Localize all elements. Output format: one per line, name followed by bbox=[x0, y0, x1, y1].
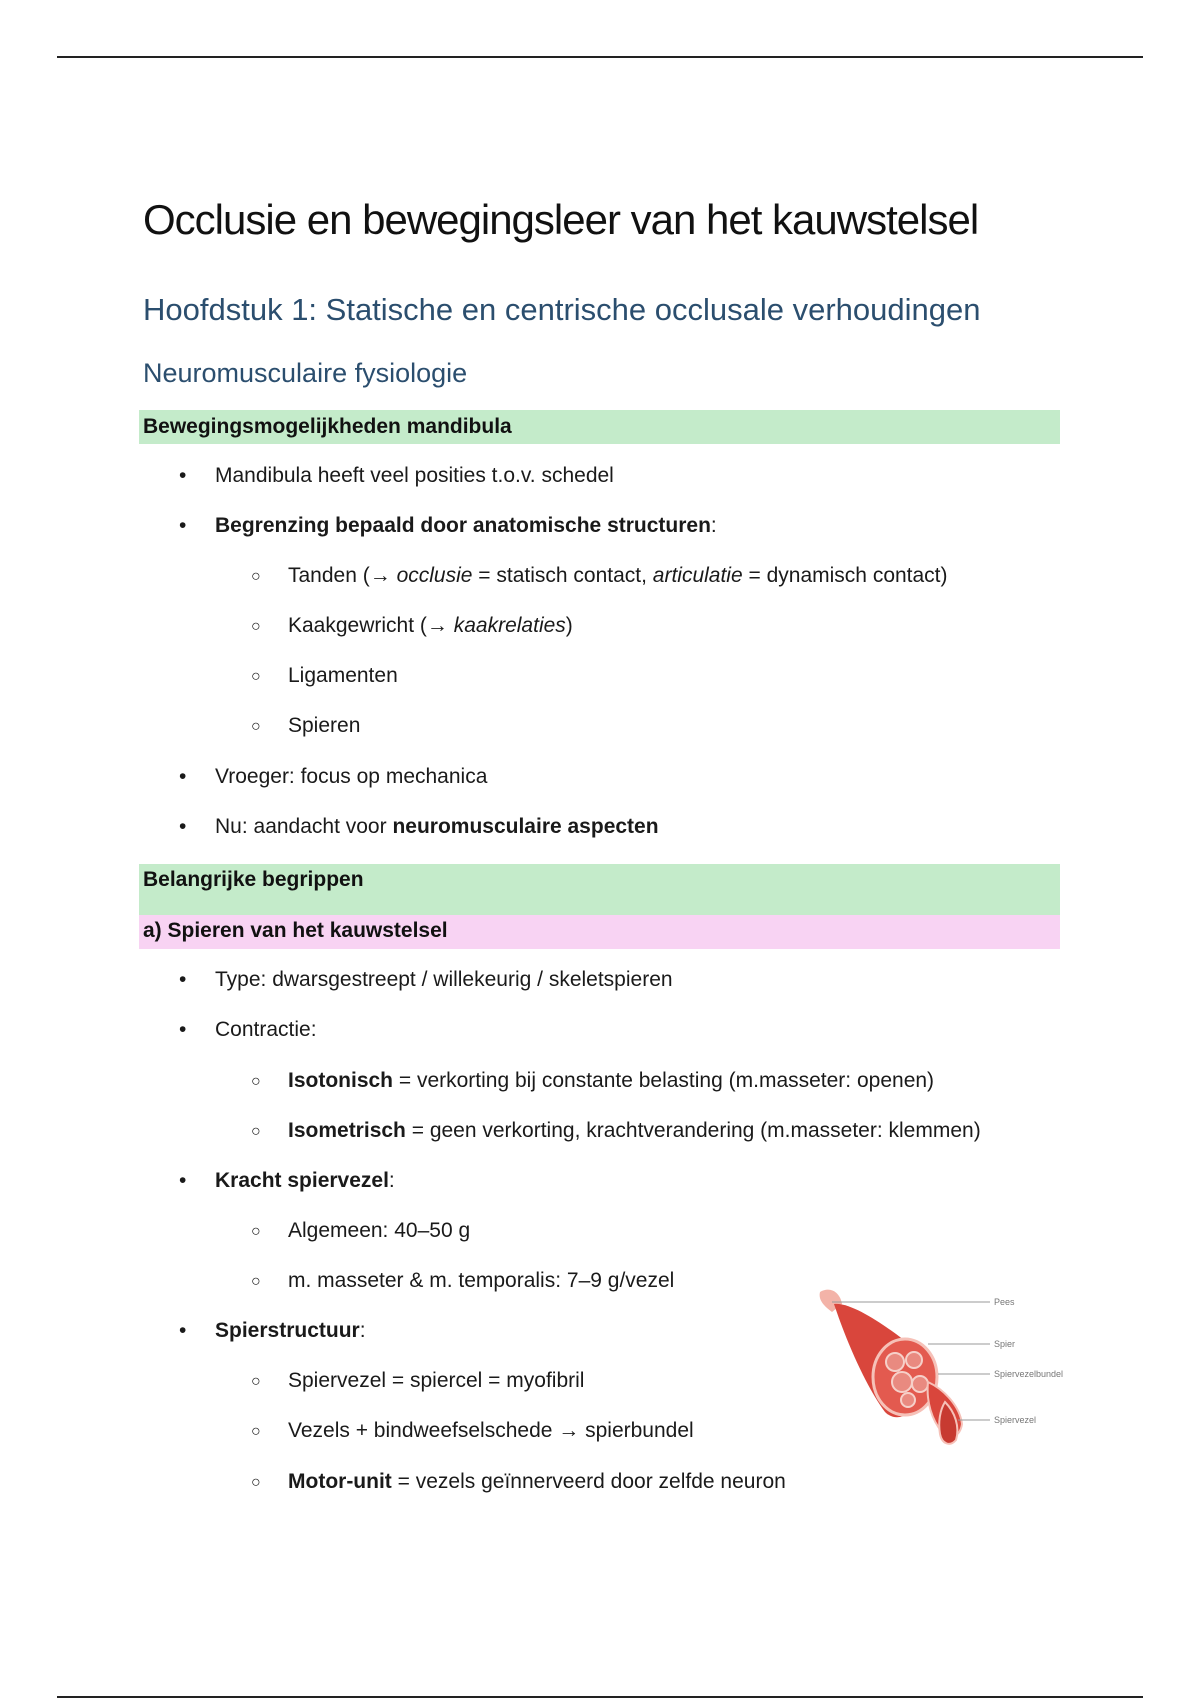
bold-term: neuromusculaire aspecten bbox=[392, 815, 659, 838]
list-item: Type: dwarsgestreept / willekeurig / skeletspieren bbox=[215, 968, 673, 991]
sub-list-item: Spieren bbox=[288, 714, 361, 737]
highlight-subheading-spieren: a) Spieren van het kauwstelsel bbox=[139, 915, 1060, 949]
highlight-heading-bewegingsmogelijkheden: Bewegingsmogelijkheden mandibula bbox=[139, 410, 1060, 444]
highlight-heading-begrippen: Belangrijke begrippen bbox=[139, 864, 1060, 915]
list-item: Nu: aandacht voor neuromusculaire aspecten bbox=[215, 815, 659, 838]
circle-bullet-icon: ○ bbox=[251, 1373, 261, 1390]
sub-list-item: Tanden (→ occlusie = statisch contact, articulatie = dynamisch contact) bbox=[288, 564, 948, 587]
document-title: Occlusie en bewegingsleer van het kauwstelsel bbox=[143, 196, 979, 243]
bullet-icon: • bbox=[179, 1319, 187, 1342]
muscle-structure-figure bbox=[810, 1282, 1110, 1462]
bold-term: Motor-unit bbox=[288, 1470, 392, 1493]
muscle-illustration bbox=[820, 1290, 990, 1444]
circle-bullet-icon: ○ bbox=[251, 1273, 261, 1290]
circle-bullet-icon: ○ bbox=[251, 1073, 261, 1090]
circle-bullet-icon: ○ bbox=[251, 618, 261, 635]
fascicle-shape bbox=[892, 1372, 912, 1392]
fascicle-shape bbox=[912, 1376, 928, 1392]
sub-list-item: Kaakgewricht (→ kaakrelaties) bbox=[288, 614, 573, 637]
circle-bullet-icon: ○ bbox=[251, 1223, 261, 1240]
bold-term: Isometrisch bbox=[288, 1119, 406, 1142]
circle-bullet-icon: ○ bbox=[251, 668, 261, 685]
bullet-icon: • bbox=[179, 968, 187, 991]
list-item: Contractie: bbox=[215, 1018, 317, 1041]
bold-term: Begrenzing bepaald door anatomische structuren bbox=[215, 514, 711, 537]
figure-label-spiervezelbundel: Spiervezelbundel bbox=[994, 1369, 1064, 1379]
circle-bullet-icon: ○ bbox=[251, 1474, 261, 1491]
circle-bullet-icon: ○ bbox=[251, 568, 261, 585]
chapter-heading: Hoofdstuk 1: Statische en centrische occlusale verhoudingen bbox=[143, 292, 981, 327]
list-item: Begrenzing bepaald door anatomische structuren: bbox=[215, 514, 717, 537]
circle-bullet-icon: ○ bbox=[251, 1423, 261, 1440]
sub-list-item: Isometrisch = geen verkorting, krachtverandering (m.masseter: klemmen) bbox=[288, 1119, 981, 1142]
bullet-icon: • bbox=[179, 514, 187, 537]
fascicle-shape bbox=[886, 1353, 904, 1371]
circle-bullet-icon: ○ bbox=[251, 718, 261, 735]
sub-list-item: m. masseter & m. temporalis: 7–9 g/vezel bbox=[288, 1269, 675, 1292]
list-item: Kracht spiervezel: bbox=[215, 1169, 395, 1192]
bold-term: Isotonisch bbox=[288, 1069, 394, 1092]
bullet-icon: • bbox=[179, 765, 187, 788]
sub-list-item: Spiervezel = spiercel = myofibril bbox=[288, 1369, 585, 1392]
bold-term: Spierstructuur bbox=[215, 1319, 360, 1342]
list-item: Vroeger: focus op mechanica bbox=[215, 765, 488, 788]
bullet-icon: • bbox=[179, 1169, 187, 1192]
list-item: Spierstructuur: bbox=[215, 1319, 366, 1342]
bullet-icon: • bbox=[179, 1018, 187, 1041]
list-item: Mandibula heeft veel posities t.o.v. schedel bbox=[215, 464, 614, 487]
figure-label-pees: Pees bbox=[994, 1297, 1015, 1307]
header-rule bbox=[57, 56, 1143, 58]
sub-list-item: Vezels + bindweefselschede → spierbundel bbox=[288, 1419, 694, 1442]
bullet-icon: • bbox=[179, 815, 187, 838]
sub-list-item: Motor-unit = vezels geïnnerveerd door zelfde neuron bbox=[288, 1470, 786, 1493]
sub-list-item: Isotonisch = verkorting bij constante belasting (m.masseter: openen) bbox=[288, 1069, 935, 1092]
fascicle-shape bbox=[901, 1393, 915, 1407]
figure-label-spier: Spier bbox=[994, 1339, 1016, 1349]
footer-rule bbox=[57, 1696, 1143, 1698]
bullet-icon: • bbox=[179, 464, 187, 487]
circle-bullet-icon: ○ bbox=[251, 1123, 261, 1140]
sub-list-item: Ligamenten bbox=[288, 664, 398, 687]
figure-label-spiervezel: Spiervezel bbox=[994, 1415, 1037, 1425]
bold-term: Kracht spiervezel bbox=[215, 1169, 389, 1192]
section-heading: Neuromusculaire fysiologie bbox=[143, 358, 468, 388]
fascicle-shape bbox=[906, 1352, 922, 1368]
sub-list-item: Algemeen: 40–50 g bbox=[288, 1219, 471, 1242]
